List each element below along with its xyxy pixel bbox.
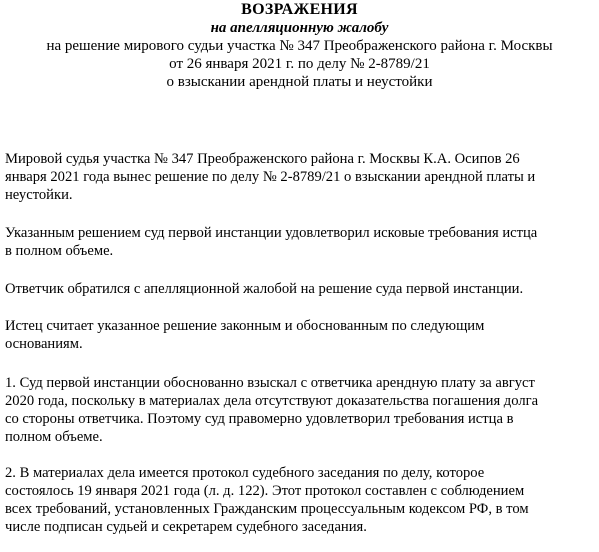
paragraph-position: Истец считает указанное решение законным и обоснованным по следующим основаниям.: [5, 318, 485, 352]
header-line-date-case: от 26 января 2021 г. по делу № 2-8789/21: [169, 56, 430, 72]
document-title: ВОЗРАЖЕНИЯ: [241, 1, 358, 18]
paragraph-argument-2: 2. В материалах дела имеется протокол судебного заседания по делу, которое состоялось 19 января 2021 года (л. д. 122). Этот протокол составлен с соблюдением всех требований, установленных Гражданским процессуальным кодексом РФ, в том числе подписан судьей и секретарем судебного заседания.: [5, 465, 529, 535]
document-subtitle: на апелляционную жалобу: [210, 20, 389, 36]
document-header: [0, 0, 599, 91]
header-line-subject: о взыскании арендной платы и неустойки: [166, 74, 433, 90]
paragraph-argument-1: 1. Суд первой инстанции обоснованно взыскал с ответчика арендную плату за август 2020 года, поскольку в материалах дела отсутствуют доказательства погашения долга со стороны ответчика. Поэтому суд правомерно удовлетворил требования истца в полном объеме.: [5, 375, 539, 445]
header-line-decision: на решение мирового судьи участка № 347 Преображенского района г. Москвы: [46, 38, 553, 54]
paragraph-decision: Указанным решением суд первой инстанции удовлетворил исковые требования истца в полном объеме.: [5, 225, 538, 259]
paragraph-intro: Мировой судья участка № 347 Преображенского района г. Москвы К.А. Осипов 26 января 2021 года вынес решение по делу № 2-8789/21 о взыскании арендной платы и неустойки.: [5, 151, 536, 203]
paragraph-appeal: Ответчик обратился с апелляционной жалобой на решение суда первой инстанции.: [5, 281, 524, 297]
